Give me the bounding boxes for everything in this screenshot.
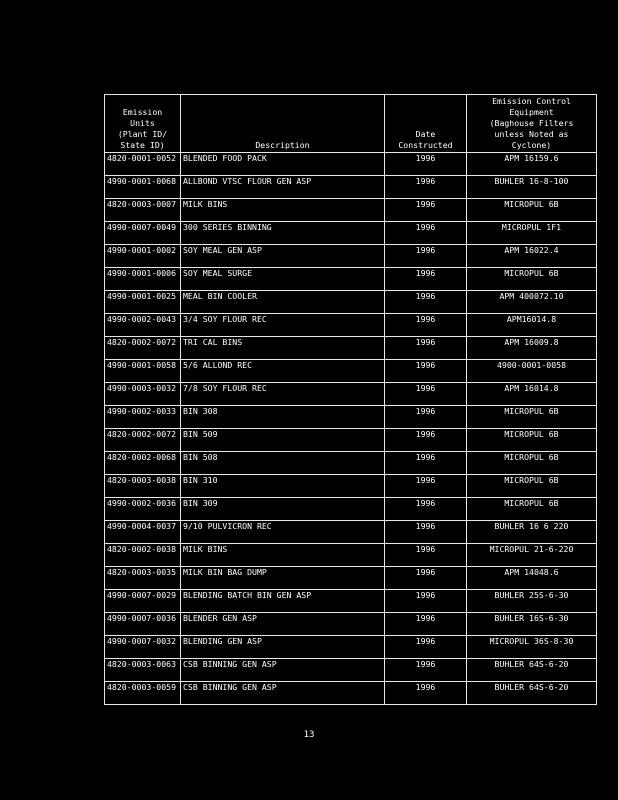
table-row bbox=[105, 222, 597, 245]
cell-date-constructed: 1996 bbox=[385, 153, 467, 176]
cell-description: ALLBOND VTSC FLOUR GEN ASP bbox=[181, 176, 385, 199]
cell-emission-unit-id: 4990-0001-0068 bbox=[105, 176, 181, 199]
cell-date-constructed: 1996 bbox=[385, 429, 467, 452]
cell-date-constructed: 1996 bbox=[385, 337, 467, 360]
cell-control-equipment: MICROPUL 1F1 bbox=[467, 222, 597, 245]
table-row bbox=[105, 153, 597, 176]
header-line: Constructed bbox=[398, 140, 453, 150]
cell-date-constructed: 1996 bbox=[385, 659, 467, 682]
cell-control-equipment: APM16014.8 bbox=[467, 314, 597, 337]
cell-date-constructed: 1996 bbox=[385, 199, 467, 222]
cell-emission-unit-id: 4820-0002-0038 bbox=[105, 544, 181, 567]
table-row bbox=[105, 314, 597, 337]
cell-description: BLENDING BATCH BIN GEN ASP bbox=[181, 590, 385, 613]
table-row bbox=[105, 452, 597, 475]
cell-emission-unit-id: 4990-0004-0037 bbox=[105, 521, 181, 544]
table-body bbox=[105, 153, 597, 705]
table-header-row bbox=[105, 95, 597, 153]
cell-control-equipment: BUHLER 64S-6-20 bbox=[467, 659, 597, 682]
cell-description: 300 SERIES BINNING bbox=[181, 222, 385, 245]
cell-date-constructed: 1996 bbox=[385, 176, 467, 199]
cell-emission-unit-id: 4990-0007-0036 bbox=[105, 613, 181, 636]
header-line: Equipment bbox=[509, 107, 554, 117]
table-row bbox=[105, 682, 597, 705]
table-row bbox=[105, 245, 597, 268]
table-row bbox=[105, 636, 597, 659]
cell-emission-unit-id: 4820-0002-0068 bbox=[105, 452, 181, 475]
cell-control-equipment: BUHLER 16-8-100 bbox=[467, 176, 597, 199]
table-row bbox=[105, 429, 597, 452]
table-row bbox=[105, 475, 597, 498]
cell-date-constructed: 1996 bbox=[385, 314, 467, 337]
cell-control-equipment: MICROPUL 6B bbox=[467, 429, 597, 452]
cell-description: SOY MEAL GEN ASP bbox=[181, 245, 385, 268]
cell-control-equipment: BUHLER 25S-6-30 bbox=[467, 590, 597, 613]
cell-date-constructed: 1996 bbox=[385, 590, 467, 613]
cell-date-constructed: 1996 bbox=[385, 222, 467, 245]
table-row bbox=[105, 337, 597, 360]
cell-control-equipment: APM 14048.6 bbox=[467, 567, 597, 590]
cell-description: CSB BINNING GEN ASP bbox=[181, 682, 385, 705]
cell-emission-unit-id: 4820-0003-0063 bbox=[105, 659, 181, 682]
cell-emission-unit-id: 4990-0001-0002 bbox=[105, 245, 181, 268]
table-row bbox=[105, 544, 597, 567]
cell-control-equipment: APM 16022.4 bbox=[467, 245, 597, 268]
cell-description: BLENDER GEN ASP bbox=[181, 613, 385, 636]
cell-emission-unit-id: 4990-0002-0033 bbox=[105, 406, 181, 429]
cell-description: 9/10 PULVICRON REC bbox=[181, 521, 385, 544]
cell-control-equipment: APM 16159.6 bbox=[467, 153, 597, 176]
cell-date-constructed: 1996 bbox=[385, 521, 467, 544]
cell-date-constructed: 1996 bbox=[385, 452, 467, 475]
table-row bbox=[105, 383, 597, 406]
header-emission-control-equipment bbox=[467, 95, 597, 153]
table-row bbox=[105, 199, 597, 222]
cell-date-constructed: 1996 bbox=[385, 475, 467, 498]
cell-date-constructed: 1996 bbox=[385, 636, 467, 659]
cell-date-constructed: 1996 bbox=[385, 406, 467, 429]
cell-emission-unit-id: 4820-0002-0072 bbox=[105, 337, 181, 360]
cell-date-constructed: 1996 bbox=[385, 682, 467, 705]
cell-description: BLENDED FOOD PACK bbox=[181, 153, 385, 176]
cell-description: BIN 508 bbox=[181, 452, 385, 475]
header-line: (Plant ID/ bbox=[117, 129, 168, 139]
cell-control-equipment: APM 16014.8 bbox=[467, 383, 597, 406]
cell-description: BIN 309 bbox=[181, 498, 385, 521]
cell-description: MILK BIN BAG DUMP bbox=[181, 567, 385, 590]
cell-control-equipment: BUHLER 16 6 220 bbox=[467, 521, 597, 544]
cell-date-constructed: 1996 bbox=[385, 245, 467, 268]
cell-control-equipment: MICROPUL 6B bbox=[467, 498, 597, 521]
cell-emission-unit-id: 4990-0002-0036 bbox=[105, 498, 181, 521]
table-row bbox=[105, 590, 597, 613]
table-row bbox=[105, 268, 597, 291]
cell-control-equipment: APM 400072.10 bbox=[467, 291, 597, 314]
cell-emission-unit-id: 4820-0003-0035 bbox=[105, 567, 181, 590]
table-row bbox=[105, 521, 597, 544]
table-row bbox=[105, 613, 597, 636]
cell-emission-unit-id: 4990-0007-0032 bbox=[105, 636, 181, 659]
table-row bbox=[105, 659, 597, 682]
cell-emission-unit-id: 4990-0007-0029 bbox=[105, 590, 181, 613]
cell-emission-unit-id: 4990-0001-0058 bbox=[105, 360, 181, 383]
header-line: Emission bbox=[122, 107, 163, 117]
cell-emission-unit-id: 4990-0001-0006 bbox=[105, 268, 181, 291]
cell-control-equipment: 4900-0001-0058 bbox=[467, 360, 597, 383]
header-line: unless Noted as bbox=[494, 129, 569, 139]
cell-description: MEAL BIN COOLER bbox=[181, 291, 385, 314]
cell-emission-unit-id: 4990-0003-0032 bbox=[105, 383, 181, 406]
cell-emission-unit-id: 4990-0002-0043 bbox=[105, 314, 181, 337]
cell-description: MILK BINS bbox=[181, 544, 385, 567]
cell-description: BIN 308 bbox=[181, 406, 385, 429]
cell-emission-unit-id: 4820-0002-0072 bbox=[105, 429, 181, 452]
table-row bbox=[105, 291, 597, 314]
cell-description: TRI CAL BINS bbox=[181, 337, 385, 360]
cell-description: 7/8 SOY FLOUR REC bbox=[181, 383, 385, 406]
cell-control-equipment: MICROPUL 6B bbox=[467, 452, 597, 475]
header-line: Cyclone) bbox=[511, 140, 552, 150]
cell-emission-unit-id: 4990-0007-0049 bbox=[105, 222, 181, 245]
emission-units-table-container bbox=[104, 94, 596, 705]
cell-date-constructed: 1996 bbox=[385, 360, 467, 383]
cell-description: BIN 310 bbox=[181, 475, 385, 498]
cell-date-constructed: 1996 bbox=[385, 268, 467, 291]
cell-control-equipment: MICROPUL 6B bbox=[467, 475, 597, 498]
header-line: (Baghouse Filters bbox=[489, 118, 574, 128]
cell-description: CSB BINNING GEN ASP bbox=[181, 659, 385, 682]
cell-control-equipment: MICROPUL 6B bbox=[467, 199, 597, 222]
cell-emission-unit-id: 4820-0003-0007 bbox=[105, 199, 181, 222]
cell-control-equipment: MICROPUL 36S-8-30 bbox=[467, 636, 597, 659]
cell-date-constructed: 1996 bbox=[385, 544, 467, 567]
header-description: Description bbox=[181, 95, 385, 153]
cell-date-constructed: 1996 bbox=[385, 613, 467, 636]
cell-control-equipment: MICROPUL 6B bbox=[467, 406, 597, 429]
cell-control-equipment: BUHLER 16S-6-30 bbox=[467, 613, 597, 636]
cell-emission-unit-id: 4820-0003-0059 bbox=[105, 682, 181, 705]
header-line: State ID) bbox=[120, 140, 165, 150]
header-date-constructed bbox=[385, 95, 467, 153]
cell-description: BLENDING GEN ASP bbox=[181, 636, 385, 659]
cell-control-equipment: MICROPUL 21-6-220 bbox=[467, 544, 597, 567]
cell-control-equipment: BUHLER 64S-6-20 bbox=[467, 682, 597, 705]
header-line: Date bbox=[415, 129, 436, 139]
table-row bbox=[105, 498, 597, 521]
cell-date-constructed: 1996 bbox=[385, 567, 467, 590]
header-line: Units bbox=[130, 118, 155, 128]
page-number: 13 bbox=[303, 730, 315, 740]
table-row bbox=[105, 360, 597, 383]
cell-emission-unit-id: 4820-0003-0038 bbox=[105, 475, 181, 498]
cell-description: 5/6 ALLOND REC bbox=[181, 360, 385, 383]
cell-description: 3/4 SOY FLOUR REC bbox=[181, 314, 385, 337]
cell-emission-unit-id: 4820-0001-0052 bbox=[105, 153, 181, 176]
emission-units-table bbox=[104, 94, 597, 705]
cell-description: BIN 509 bbox=[181, 429, 385, 452]
cell-date-constructed: 1996 bbox=[385, 383, 467, 406]
cell-control-equipment: MICROPUL 6B bbox=[467, 268, 597, 291]
header-line: Emission Control bbox=[492, 96, 571, 106]
table-row bbox=[105, 406, 597, 429]
cell-date-constructed: 1996 bbox=[385, 498, 467, 521]
table-row bbox=[105, 176, 597, 199]
cell-date-constructed: 1996 bbox=[385, 291, 467, 314]
header-emission-units bbox=[105, 95, 181, 153]
cell-emission-unit-id: 4990-0001-0025 bbox=[105, 291, 181, 314]
cell-description: MILK BINS bbox=[181, 199, 385, 222]
cell-control-equipment: APM 16009.8 bbox=[467, 337, 597, 360]
table-row bbox=[105, 567, 597, 590]
cell-description: SOY MEAL SURGE bbox=[181, 268, 385, 291]
